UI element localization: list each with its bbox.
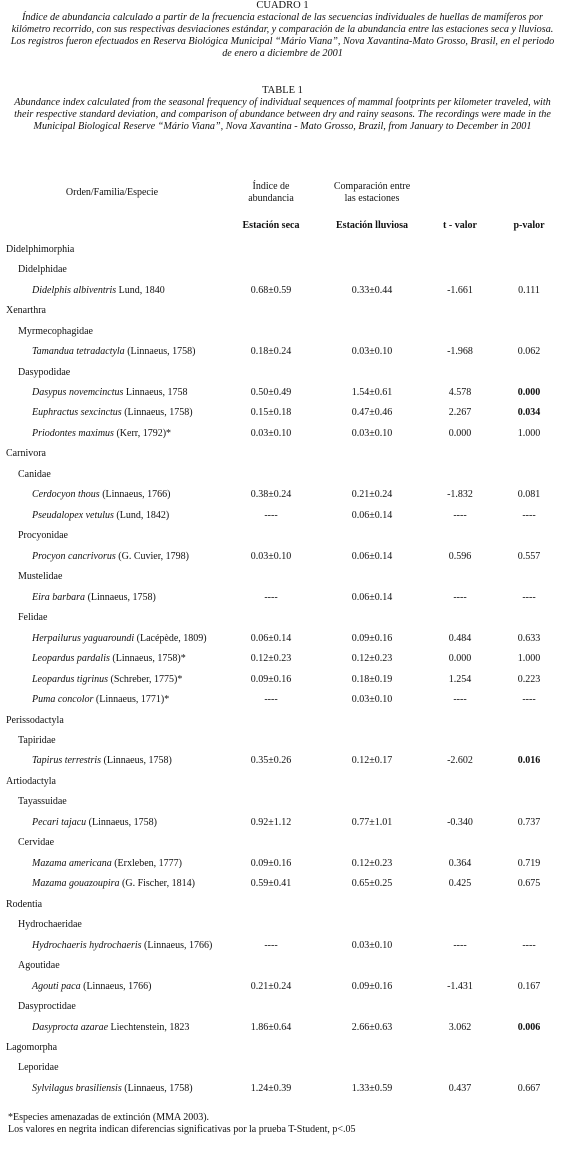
species-cell <box>2 751 222 771</box>
species-row <box>2 648 562 668</box>
order-name: Perissodactyla <box>6 714 64 726</box>
rainy-value: 0.65±0.25 <box>351 878 393 890</box>
species-row <box>2 1078 562 1098</box>
species-cell <box>2 403 222 423</box>
family-name: Agoutidae <box>18 960 60 972</box>
t-value: 3.062 <box>448 1021 472 1033</box>
p-value: 0.034 <box>517 407 541 419</box>
species-name: Dasyprocta azarae <box>32 1021 109 1033</box>
species-name: Priodontes maximus <box>32 427 114 439</box>
family-name: Myrmecophagidae <box>18 325 93 337</box>
species-name: Pseudalopex vetulus <box>32 509 114 521</box>
species-row <box>2 853 562 873</box>
t-value: -1.431 <box>447 980 473 992</box>
t-value: 0.000 <box>448 427 472 439</box>
species-cell <box>2 423 222 443</box>
p-value: ---- <box>522 939 536 951</box>
species-name: Procyon cancrivorus <box>32 550 116 562</box>
species-name: Agouti paca <box>32 980 81 992</box>
rainy-value: 0.12±0.23 <box>351 857 393 869</box>
family-name: Mustelidae <box>18 571 63 583</box>
order-row <box>2 444 562 464</box>
dry-value: 0.92±1.12 <box>250 816 292 828</box>
header-taxon: Orden/Familia/Especie <box>65 187 159 198</box>
species-author: (Lacépède, 1809) <box>136 632 207 644</box>
footnote-significance: Los valores en negrita indican diferencias significativas por la prueba T-Student, p<.05 <box>8 1124 356 1135</box>
dry-value: ---- <box>264 939 278 951</box>
family-row <box>2 730 562 750</box>
species-name: Dasypus novemcinctus <box>32 387 124 399</box>
rainy-value: 0.03±0.10 <box>351 346 393 358</box>
p-value: 0.081 <box>517 489 541 501</box>
t-value: ---- <box>453 591 467 603</box>
dry-value: ---- <box>264 591 278 603</box>
rainy-value: 0.09±0.16 <box>351 980 393 992</box>
species-name: Sylvilagus brasiliensis <box>32 1082 122 1094</box>
species-author: (Lund, 1842) <box>116 509 170 521</box>
species-cell <box>2 628 222 648</box>
family-name: Tayassuidae <box>18 796 67 808</box>
footnote-threatened: *Especies amenazadas de extinción (MMA 2003). <box>8 1112 210 1123</box>
t-value: 4.578 <box>448 387 472 399</box>
table-title: TABLE 1 <box>262 85 303 96</box>
species-cell <box>2 935 222 955</box>
rainy-value: 0.33±0.44 <box>351 284 393 296</box>
family-row <box>2 955 562 975</box>
t-value: -1.968 <box>447 346 473 358</box>
species-name: Euphractus sexcinctus <box>32 407 122 419</box>
cuadro-title: CUADRO 1 <box>256 0 309 11</box>
family-name: Hydrochaeridae <box>18 919 82 931</box>
species-row <box>2 505 562 525</box>
p-value: 0.667 <box>517 1082 541 1094</box>
p-value: 0.167 <box>517 980 541 992</box>
header-row-bottom <box>2 211 562 239</box>
species-row <box>2 669 562 689</box>
family-name: Felidae <box>18 612 48 624</box>
species-author: (Kerr, 1792)* <box>116 427 172 439</box>
rainy-value: 0.06±0.14 <box>351 591 393 603</box>
t-value: -1.832 <box>447 489 473 501</box>
rainy-value: 0.06±0.14 <box>351 550 393 562</box>
species-name: Hydrochaeris hydrochaeris <box>32 939 142 951</box>
species-name: Cerdocyon thous <box>32 489 100 501</box>
order-row <box>2 894 562 914</box>
rainy-value: 0.21±0.24 <box>351 489 393 501</box>
family-row <box>2 607 562 627</box>
family-name: Cervidae <box>18 837 55 849</box>
p-value: ---- <box>522 694 536 706</box>
family-row <box>2 833 562 853</box>
t-value: 0.437 <box>448 1082 472 1094</box>
dry-value: 0.68±0.59 <box>250 284 292 296</box>
species-cell <box>2 382 222 402</box>
species-cell <box>2 485 222 505</box>
t-value: 1.254 <box>448 673 472 685</box>
family-name: Procyonidae <box>18 530 68 542</box>
dry-value: 0.12±0.23 <box>250 653 292 665</box>
species-cell <box>2 976 222 996</box>
species-cell <box>2 1017 222 1037</box>
order-row <box>2 300 562 320</box>
species-author: (Linnaeus, 1758)* <box>112 653 186 665</box>
species-row <box>2 546 562 566</box>
dry-value: 0.06±0.14 <box>250 632 292 644</box>
species-author: (G. Fischer, 1814) <box>122 878 195 890</box>
rainy-value: 0.09±0.16 <box>351 632 393 644</box>
species-row <box>2 587 562 607</box>
species-name: Mazama americana <box>32 857 112 869</box>
rainy-value: 2.66±0.63 <box>351 1021 393 1033</box>
rainy-value: 0.03±0.10 <box>351 939 393 951</box>
rainy-value: 0.06±0.14 <box>351 509 393 521</box>
abundance-table <box>2 175 562 1099</box>
rainy-value: 0.03±0.10 <box>351 427 393 439</box>
species-author: (Erxleben, 1777) <box>114 857 182 869</box>
header-dry: Estación seca <box>242 219 300 231</box>
dry-value: 0.18±0.24 <box>250 346 292 358</box>
header-index: Índice de abundancia <box>248 181 294 204</box>
species-row <box>2 935 562 955</box>
family-row <box>2 996 562 1016</box>
family-name: Tapiridae <box>18 734 56 746</box>
species-cell <box>2 1078 222 1098</box>
p-value: 1.000 <box>517 427 541 439</box>
order-name: Xenarthra <box>6 305 46 317</box>
species-row <box>2 280 562 300</box>
species-cell <box>2 648 222 668</box>
species-row <box>2 874 562 894</box>
t-value: 0.425 <box>448 878 472 890</box>
family-row <box>2 526 562 546</box>
species-row <box>2 976 562 996</box>
t-value: ---- <box>453 939 467 951</box>
order-name: Artiodactyla <box>6 775 56 787</box>
p-value: 0.016 <box>517 755 541 767</box>
family-row <box>2 362 562 382</box>
dry-value: 1.86±0.64 <box>250 1021 292 1033</box>
species-author: (Linnaeus, 1758) <box>87 591 156 603</box>
rainy-value: 0.77±1.01 <box>351 816 393 828</box>
t-value: 0.596 <box>448 550 472 562</box>
species-author: (G. Cuvier, 1798) <box>118 550 189 562</box>
t-value: ---- <box>453 694 467 706</box>
dry-value: 0.09±0.16 <box>250 857 292 869</box>
family-name: Canidae <box>18 468 51 480</box>
rainy-value: 0.12±0.23 <box>351 653 393 665</box>
cuadro-caption: Índice de abundancia calculado a partir de la frecuencia estacional de las secuencias individuales de huellas de mamíferos por kilómetro recorrido, con sus respectivas desviaciones estándar, y comparación de la abundancia entre las estaciones seca y lluviosa. Los registros fueron efectuados en Reserva Biológica Municipal “Mário Viana”, Nova Xavantina-Mato Grosso, Brasil, en el periodo de enero a diciembre de 2001 <box>10 12 555 59</box>
family-row <box>2 259 562 279</box>
dry-value: 1.24±0.39 <box>250 1082 292 1094</box>
p-value: 0.223 <box>517 673 541 685</box>
t-value: -0.340 <box>447 816 473 828</box>
species-name: Leopardus tigrinus <box>32 673 109 685</box>
species-author: Linnaeus, 1758 <box>125 387 188 399</box>
species-name: Leopardus pardalis <box>32 653 110 665</box>
dry-value: 0.35±0.26 <box>250 755 292 767</box>
dry-value: ---- <box>264 509 278 521</box>
species-author: (Linnaeus, 1771)* <box>95 694 170 706</box>
species-row <box>2 485 562 505</box>
p-value: 0.737 <box>517 816 541 828</box>
family-name: Leporidae <box>18 1062 59 1074</box>
table-caption: Abundance index calculated from the seasonal frequency of individual sequences of mammal footprints per kilometer traveled, with their respective standard deviation, and comparison of abundance between dry and rainy seasons. The recordings were made in the Municipal Biological Reserve “Mário Viana”, Nova Xavantina - Mato Grosso, Brazil, from January to December in 2001 <box>14 97 551 132</box>
dry-value: 0.59±0.41 <box>250 878 292 890</box>
p-value: 0.006 <box>517 1021 541 1033</box>
t-value: -2.602 <box>447 755 473 767</box>
p-value: 0.062 <box>517 346 541 358</box>
dry-value: 0.03±0.10 <box>250 427 292 439</box>
t-value: 0.000 <box>448 653 472 665</box>
p-value: 0.633 <box>517 632 541 644</box>
order-name: Didelphimorphia <box>6 243 75 255</box>
species-cell <box>2 280 222 300</box>
species-name: Tapirus terrestris <box>32 755 102 767</box>
species-author: (Linnaeus, 1758) <box>103 755 172 767</box>
rainy-value: 1.33±0.59 <box>351 1082 393 1094</box>
p-value: 0.557 <box>517 550 541 562</box>
family-name: Didelphidae <box>18 264 67 276</box>
species-name: Puma concolor <box>32 694 94 706</box>
family-row <box>2 321 562 341</box>
species-author: (Linnaeus, 1766) <box>144 939 213 951</box>
species-row <box>2 423 562 443</box>
rainy-value: 0.12±0.17 <box>351 755 393 767</box>
table-footnotes <box>8 1112 558 1136</box>
species-cell <box>2 853 222 873</box>
dry-value: 0.38±0.24 <box>250 489 292 501</box>
order-name: Lagomorpha <box>6 1042 58 1054</box>
header-comparison: Comparación entre las estaciones <box>333 181 411 204</box>
species-row <box>2 1017 562 1037</box>
family-name: Dasypodidae <box>18 366 71 378</box>
rainy-value: 0.47±0.46 <box>351 407 393 419</box>
dry-value: 0.15±0.18 <box>250 407 292 419</box>
p-value: ---- <box>522 591 536 603</box>
species-name: Herpailurus yaguaroundi <box>32 632 135 644</box>
species-author: (Linnaeus, 1766) <box>102 489 171 501</box>
species-author: (Linnaeus, 1758) <box>124 1082 193 1094</box>
p-value: 0.675 <box>517 878 541 890</box>
rainy-value: 0.18±0.19 <box>351 673 393 685</box>
family-name: Dasyproctidae <box>18 1001 76 1013</box>
species-cell <box>2 587 222 607</box>
rainy-value: 1.54±0.61 <box>351 387 393 399</box>
family-row <box>2 792 562 812</box>
species-row <box>2 628 562 648</box>
species-cell <box>2 874 222 894</box>
species-cell <box>2 546 222 566</box>
family-row <box>2 914 562 934</box>
header-rainy: Estación lluviosa <box>336 219 408 231</box>
p-value: 0.111 <box>518 284 540 296</box>
species-name: Eira barbara <box>32 591 86 603</box>
species-row <box>2 341 562 361</box>
species-author: (Linnaeus, 1758) <box>88 816 157 828</box>
rainy-value: 0.03±0.10 <box>351 694 393 706</box>
order-row <box>2 1037 562 1057</box>
species-row <box>2 812 562 832</box>
species-name: Didelphis albiventris <box>32 284 117 296</box>
t-value: ---- <box>453 509 467 521</box>
t-value: -1.661 <box>447 284 473 296</box>
order-name: Carnivora <box>6 448 46 460</box>
species-cell <box>2 505 222 525</box>
dry-value: 0.21±0.24 <box>250 980 292 992</box>
species-name: Tamandua tetradactyla <box>32 346 125 358</box>
t-value: 2.267 <box>448 407 472 419</box>
family-row <box>2 1058 562 1078</box>
species-cell <box>2 812 222 832</box>
dry-value: ---- <box>264 694 278 706</box>
table-body <box>2 239 562 1099</box>
family-row <box>2 567 562 587</box>
species-author: (Linnaeus, 1758) <box>127 346 196 358</box>
p-value: 0.719 <box>517 857 541 869</box>
species-name: Pecari tajacu <box>32 816 87 828</box>
family-row <box>2 464 562 484</box>
species-cell <box>2 669 222 689</box>
t-value: 0.484 <box>448 632 472 644</box>
header-t: t - valor <box>443 219 477 231</box>
order-name: Rodentia <box>6 898 43 910</box>
species-cell <box>2 689 222 709</box>
species-author: Lund, 1840 <box>118 284 165 296</box>
species-row <box>2 689 562 709</box>
p-value: 1.000 <box>517 653 541 665</box>
dry-value: 0.03±0.10 <box>250 550 292 562</box>
species-author: (Schreber, 1775)* <box>110 673 183 685</box>
header-row-top <box>2 175 562 211</box>
p-value: 0.000 <box>517 387 541 399</box>
species-author: (Linnaeus, 1766) <box>83 980 152 992</box>
p-value: ---- <box>522 509 536 521</box>
species-row <box>2 751 562 771</box>
species-row <box>2 403 562 423</box>
order-row <box>2 239 562 259</box>
header-p: p-valor <box>513 219 545 231</box>
dry-value: 0.50±0.49 <box>250 387 292 399</box>
species-name: Mazama gouazoupira <box>32 878 120 890</box>
species-author: Liechtenstein, 1823 <box>110 1021 190 1033</box>
order-row <box>2 710 562 730</box>
order-row <box>2 771 562 791</box>
species-author: (Linnaeus, 1758) <box>124 407 193 419</box>
species-row <box>2 382 562 402</box>
species-cell <box>2 341 222 361</box>
dry-value: 0.09±0.16 <box>250 673 292 685</box>
t-value: 0.364 <box>448 857 472 869</box>
